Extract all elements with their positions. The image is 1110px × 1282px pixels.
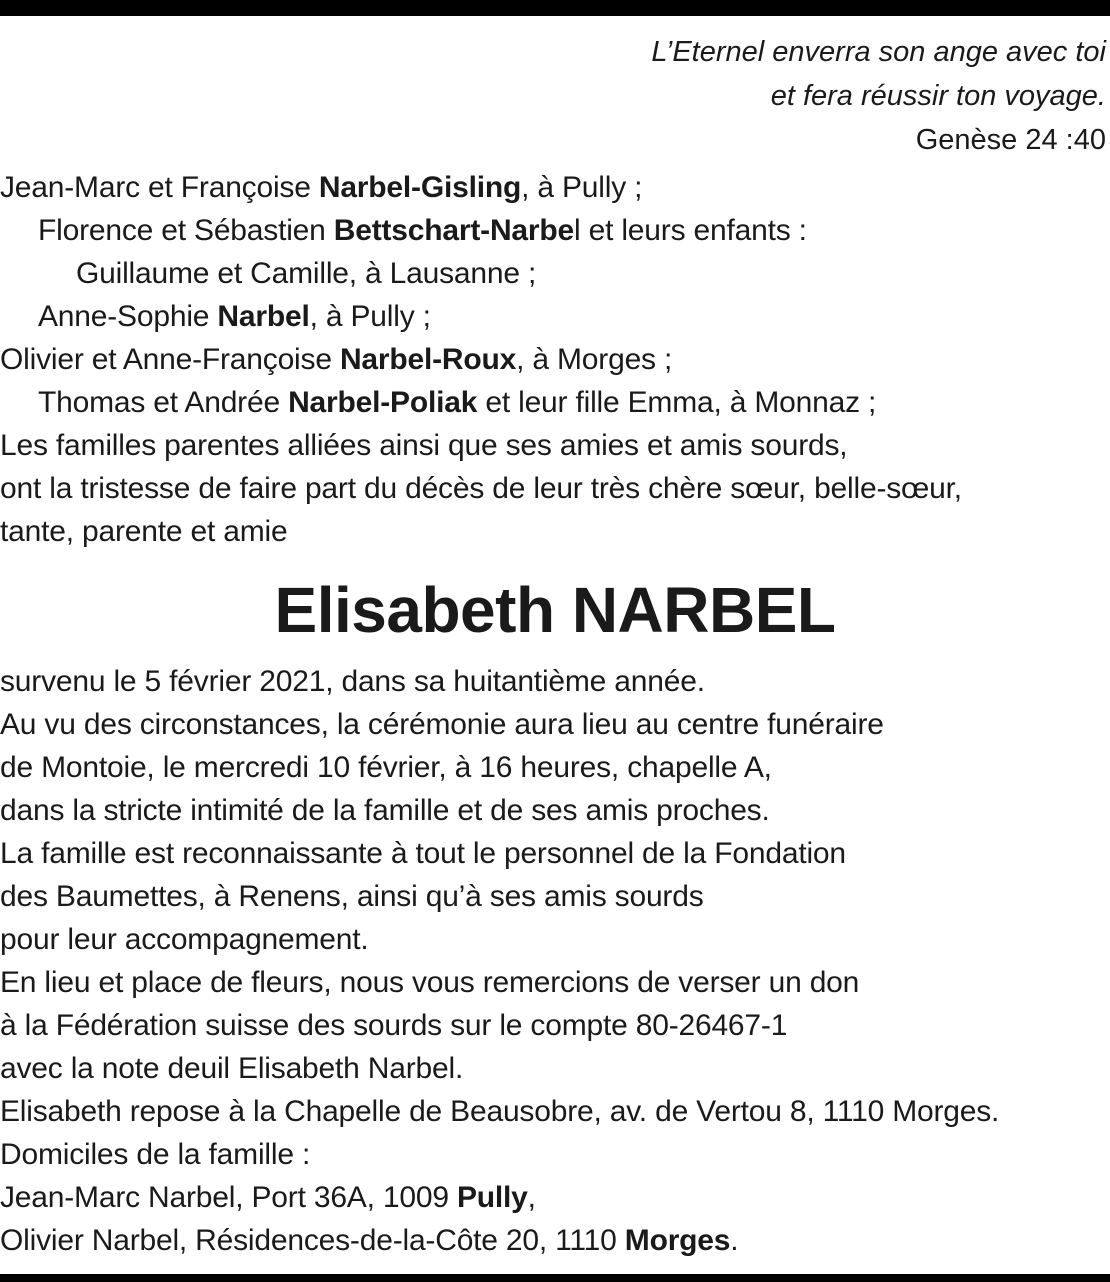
bottom-border (0, 1274, 1110, 1282)
top-border (0, 0, 1110, 16)
detail-line: Domiciles de la famille : (0, 1138, 311, 1171)
address-line: Jean-Marc Narbel, Port 36A, 1009 Pully, (0, 1181, 536, 1214)
family-list (0, 166, 1110, 553)
announcement-line: tante, parente et amie (0, 515, 288, 548)
verse-line: et fera réussir ton voyage. (770, 80, 1106, 112)
verse-line: L’Eternel enverra son ange avec toi (651, 36, 1106, 68)
family-line: Florence et Sébastien Bettschart-Narbel et leurs enfants : (38, 214, 807, 247)
detail-line: En lieu et place de fleurs, nous vous remercions de verser un don (0, 966, 860, 999)
family-line: Guillaume et Camille, à Lausanne ; (76, 257, 537, 290)
address-line: Olivier Narbel, Résidences-de-la-Côte 20, 1110 Morges. (0, 1224, 739, 1257)
details-text (0, 660, 1110, 1262)
detail-line: Elisabeth repose à la Chapelle de Beausobre, av. de Vertou 8, 1110 Morges. (0, 1095, 1000, 1128)
verse-reference: Genèse 24 :40 (915, 124, 1106, 156)
announcement-line: Les familles parentes alliées ainsi que ses amies et amis sourds, (0, 429, 848, 462)
detail-line: La famille est reconnaissante à tout le personnel de la Fondation (0, 837, 846, 870)
bible-verse (651, 30, 1106, 162)
detail-line: de Montoie, le mercredi 10 février, à 16 heures, chapelle A, (0, 751, 772, 784)
detail-line: Au vu des circonstances, la cérémonie aura lieu au centre funéraire (0, 708, 884, 741)
family-line: Olivier et Anne-Françoise Narbel-Roux, à Morges ; (0, 343, 673, 376)
family-line: Thomas et Andrée Narbel-Poliak et leur fille Emma, à Monnaz ; (38, 386, 877, 419)
detail-line: des Baumettes, à Renens, ainsi qu’à ses amis sourds (0, 880, 704, 913)
family-line: Anne-Sophie Narbel, à Pully ; (38, 300, 431, 333)
detail-line: à la Fédération suisse des sourds sur le compte 80-26467-1 (0, 1009, 788, 1042)
family-line: Jean-Marc et Françoise Narbel-Gisling, à Pully ; (0, 171, 643, 204)
deceased-name: Elisabeth NARBEL (274, 574, 836, 646)
detail-line: dans la stricte intimité de la famille et de ses amis proches. (0, 794, 770, 827)
detail-line: avec la note deuil Elisabeth Narbel. (0, 1052, 464, 1085)
announcement-line: ont la tristesse de faire part du décès de leur très chère sœur, belle-sœur, (0, 472, 962, 505)
detail-line: survenu le 5 février 2021, dans sa huitantième année. (0, 665, 705, 698)
detail-line: pour leur accompagnement. (0, 923, 369, 956)
